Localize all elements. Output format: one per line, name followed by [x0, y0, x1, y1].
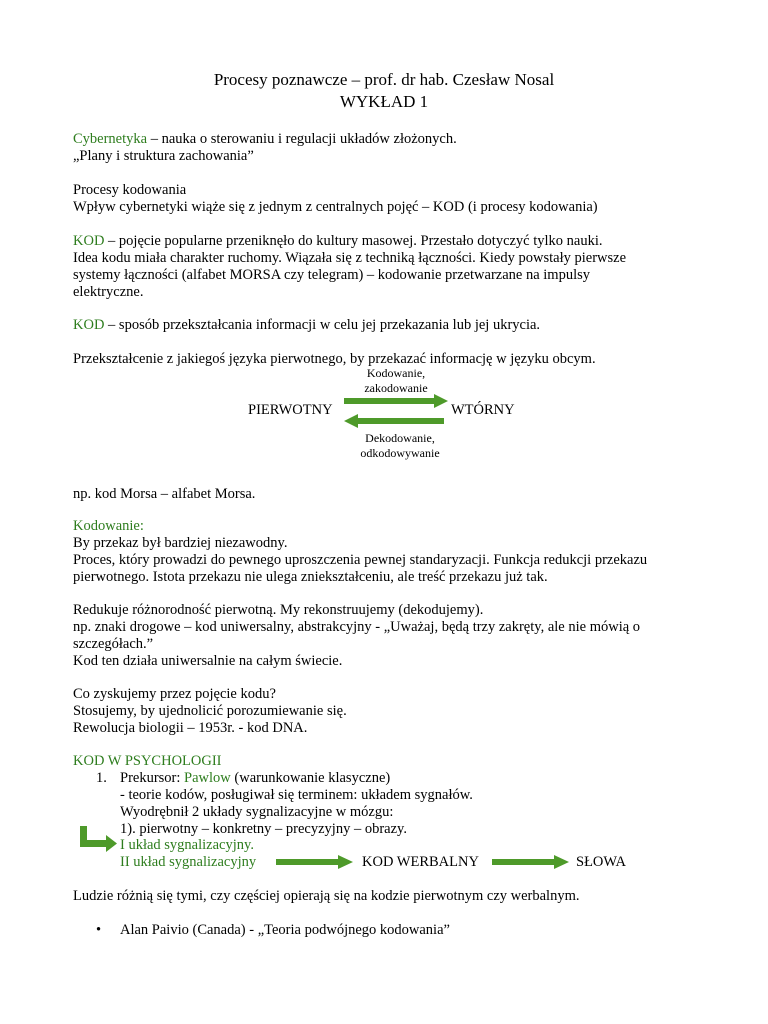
- precursor-line: Prekursor: Pawlow (warunkowanie klasyczne): [120, 770, 391, 786]
- arrow-to-words: [492, 855, 572, 869]
- kod-term: KOD: [73, 233, 105, 249]
- bidirectional-arrows: [344, 393, 454, 429]
- left-arrow: [344, 414, 444, 428]
- coding-text-3: pierwotnego. Istota przekazu nie ulega zniekształceniu, ale treść przekazu już tak.: [73, 569, 548, 585]
- kod-definition-1: KOD – pojęcie popularne przeniknęło do kultury masowej. Przestało dotyczyć tylko nauki.: [73, 233, 603, 249]
- primary-label: PIERWOTNY: [248, 402, 333, 418]
- list-number: 1.: [96, 770, 107, 786]
- bent-arrow: [80, 826, 120, 854]
- second-system-label: II układ sygnalizacyjny: [120, 854, 257, 870]
- cybernetics-influence-line: Wpływ cybernetyki wiąże się z jednym z centralnych pojęć – KOD (i procesy kodowania): [73, 199, 598, 215]
- coding-label-2: zakodowanie: [364, 381, 428, 395]
- kod-text-line-3: systemy łączności (alfabet MORSA czy telegram) – kodowanie przetwarzane na impulsy: [73, 267, 590, 283]
- theory-line: - teorie kodów, posługiwał się terminem: układem sygnałów.: [120, 787, 473, 803]
- document-title: Procesy poznawcze – prof. dr hab. Czesław Nosal: [213, 70, 555, 89]
- secondary-label: WTÓRNY: [451, 402, 515, 418]
- reduction-line-4: Kod ten działa uniwersalnie na całym świecie.: [73, 653, 343, 669]
- coding-heading: Kodowanie:: [73, 518, 144, 534]
- arrow-to-verbal-code: [276, 855, 356, 869]
- right-arrow: [344, 394, 448, 408]
- pawlow-name: Pawlow: [184, 770, 231, 786]
- reduction-line-3: szczegółach.”: [73, 636, 154, 652]
- cybernetics-definition: Cybernetyka – nauka o sterowaniu i regulacji układów złożonych.: [73, 131, 457, 147]
- morse-example-line: np. kod Morsa – alfabet Morsa.: [73, 486, 256, 502]
- kod-text-line-2: Idea kodu miała charakter ruchomy. Wiązała się z techniką łączności. Kiedy powstały pierwsze: [73, 250, 627, 266]
- coding-processes-heading: Procesy kodowania: [73, 182, 187, 198]
- plans-structure-line: „Plany i struktura zachowania”: [73, 148, 254, 164]
- decoding-label-1: Dekodowanie,: [365, 431, 435, 445]
- primary-system-line: 1). pierwotny – konkretny – precyzyjny – obrazy.: [120, 821, 407, 837]
- paivio-line: Alan Paivio (Canada) - „Teoria podwójnego kodowania”: [120, 922, 450, 938]
- reduction-line-1: Redukuje różnorodność pierwotną. My rekonstruujemy (dekodujemy).: [73, 602, 484, 618]
- first-system-label: I układ sygnalizacyjny.: [120, 837, 254, 853]
- psychology-heading: KOD W PSYCHOLOGII: [73, 753, 222, 769]
- transformation-line: Przekształcenie z jakiegoś języka pierwotnego, by przekazać informację w języku obcym.: [73, 351, 596, 367]
- words-label: SŁOWA: [576, 854, 626, 870]
- decoding-label-2: odkodowywanie: [360, 446, 440, 460]
- unify-line: Stosujemy, by ujednolicić porozumiewanie się.: [73, 703, 347, 719]
- coding-text-1: By przekaz był bardziej niezawodny.: [73, 535, 288, 551]
- kod-text-line-4: elektryczne.: [73, 284, 144, 300]
- kod-term-2: KOD: [73, 317, 105, 333]
- verbal-code-label: KOD WERBALNY: [362, 854, 479, 870]
- lecture-number: WYKŁAD 1: [339, 92, 429, 111]
- people-differ-line: Ludzie różnią się tymi, czy częściej opierają się na kodzie pierwotnym czy werbalnym.: [73, 888, 580, 904]
- coding-text-2: Proces, który prowadzi do pewnego uproszczenia pewnej standaryzacji. Funkcja redukcji przekazu: [73, 552, 648, 568]
- bullet: •: [96, 922, 102, 938]
- kod-definition-2: KOD – sposób przekształcania informacji w celu jej przekazania lub jej ukrycia.: [73, 317, 541, 333]
- question-line: Co zyskujemy przez pojęcie kodu?: [73, 686, 276, 702]
- coding-label-1: Kodowanie,: [366, 366, 426, 380]
- dna-line: Rewolucja biologii – 1953r. - kod DNA.: [73, 720, 308, 736]
- reduction-line-2: np. znaki drogowe – kod uniwersalny, abstrakcyjny - „Uważaj, będą trzy zakręty, ale nie mówią o: [73, 619, 641, 635]
- systems-line: Wyodrębnił 2 układy sygnalizacyjne w mózgu:: [120, 804, 394, 820]
- cybernetics-term: Cybernetyka: [73, 131, 148, 147]
